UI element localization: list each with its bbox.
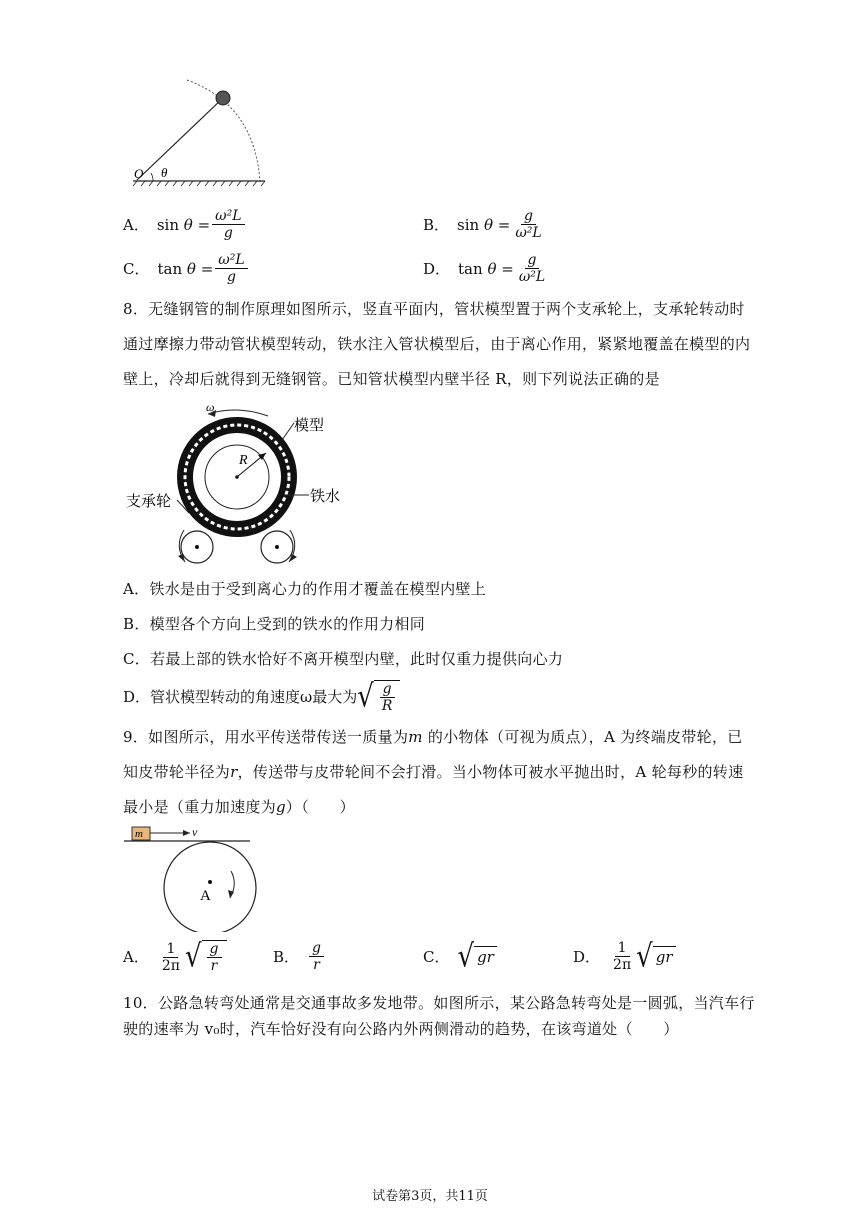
q9-option-d[interactable]	[573, 940, 676, 973]
q8-option-c[interactable]: C．若最上部的铁水恰好不离开模型内壁，此时仅重力提供向心力	[123, 650, 564, 668]
fraction: $\frac{g}{\text{ω²L}}$	[515, 208, 542, 241]
q8-iron-label: 铁水	[310, 487, 341, 505]
q7-angle-label: θ	[161, 165, 168, 180]
option-label: D．	[573, 947, 601, 966]
q7-option-c[interactable]: C． tan θ = $\frac{\text{ω²L}}{g}$	[123, 252, 250, 285]
option-label: C．	[123, 259, 150, 278]
option-label: A．	[123, 215, 149, 234]
option-text: D．管状模型转动的角速度ω最大为	[123, 688, 358, 706]
q9-option-b[interactable]	[273, 940, 326, 973]
q9-stem-line-1: 9．如图所示，用水平传送带传送一质量为m 的小物体（可视为质点），A 为终端皮带轮，已	[123, 728, 743, 746]
fraction: $\frac{\text{ω²L}}{g}$	[212, 208, 244, 241]
fraction: $\frac{\text{ω²L}}{g}$	[215, 252, 247, 285]
page-footer: 试卷第3页，共11页	[372, 1189, 488, 1204]
q8-omega-label: ω	[206, 400, 215, 414]
q8-radius-label: R	[239, 453, 248, 468]
sqrt-expression: √ gr	[457, 946, 496, 967]
fraction: $\frac{g}{\text{ω²L}}$	[518, 252, 546, 285]
q8-wheel-label: 支承轮	[126, 492, 172, 510]
fraction: $\frac{g}{R}$	[379, 681, 396, 714]
fraction: $\frac{g}{r}$	[207, 941, 222, 974]
q9-stem-line-2: 知皮带轮半径为r，传送带与皮带轮间不会打滑。当小物体可被水平抛出时，A 轮每秒的转速	[123, 763, 744, 781]
q9-option-a[interactable]	[123, 940, 227, 974]
q8-option-b[interactable]: B．模型各个方向上受到的铁水的作用力相同	[123, 615, 426, 633]
q9-velocity-label: v	[192, 825, 198, 839]
option-label: C．	[423, 947, 450, 966]
q7-option-b[interactable]: B． sin θ = $\frac{g}{\text{ω²L}}$	[423, 208, 547, 241]
q7-option-d[interactable]: D． tan θ = $\frac{g}{\text{ω²L}}$	[423, 252, 550, 285]
fraction: $\frac{1}{2\pi}$	[161, 940, 180, 974]
q7-option-a[interactable]: A． sin θ = $\frac{\text{ω²L}}{g}$	[123, 208, 247, 241]
sqrt-expression: √ $\frac{g}{R}$	[357, 680, 400, 714]
fraction: $\frac{g}{r}$	[309, 940, 324, 973]
q10-stem-line-2: 驶的速率为 v₀时，汽车恰好没有向公路内外两侧滑动的趋势，在该弯道处（ ）	[123, 1020, 679, 1038]
q8-option-a[interactable]: A．铁水是由于受到离心力的作用才覆盖在模型内壁上	[123, 580, 487, 598]
q8-stem-line-2: 通过摩擦力带动管状模型转动，铁水注入管状模型后，由于离心作用，紧紧地覆盖在模型的内	[123, 335, 751, 353]
q9-block-label: m	[135, 828, 143, 840]
q10-stem-line-1: 10．公路急转弯处通常是交通事故多发地带。如图所示，某公路急转弯处是一圆弧，当汽车行	[123, 994, 755, 1012]
q8-stem-line-1: 8．无缝钢管的制作原理如图所示，竖直平面内，管状模型置于两个支承轮上，支承轮转动时	[123, 300, 745, 318]
q9-conveyor-figure	[122, 822, 262, 932]
sqrt-expression: √ $\frac{g}{r}$	[185, 940, 227, 974]
q8-seamless-pipe-figure	[122, 398, 362, 570]
q9-option-c[interactable]	[423, 938, 497, 975]
option-label: A．	[123, 948, 149, 966]
sqrt-expression: √ gr	[636, 946, 675, 967]
q9-wheel-label: A	[200, 888, 211, 904]
q7-pendulum-figure	[125, 75, 275, 190]
q9-stem-line-3: 最小是（重力加速度为g）（ ）	[123, 798, 355, 816]
option-label: D．	[423, 259, 451, 278]
q8-model-label: 模型	[294, 416, 325, 434]
q7-origin-label: O	[134, 166, 144, 181]
option-label: B．	[423, 215, 450, 234]
q8-option-d[interactable]	[123, 680, 400, 714]
q8-stem-line-3: 壁上，冷却后就得到无缝钢管。已知管状模型内壁半径 R，则下列说法正确的是	[123, 370, 660, 388]
option-label: B．	[273, 947, 300, 966]
fraction: $\frac{1}{2\pi}$	[613, 940, 632, 973]
